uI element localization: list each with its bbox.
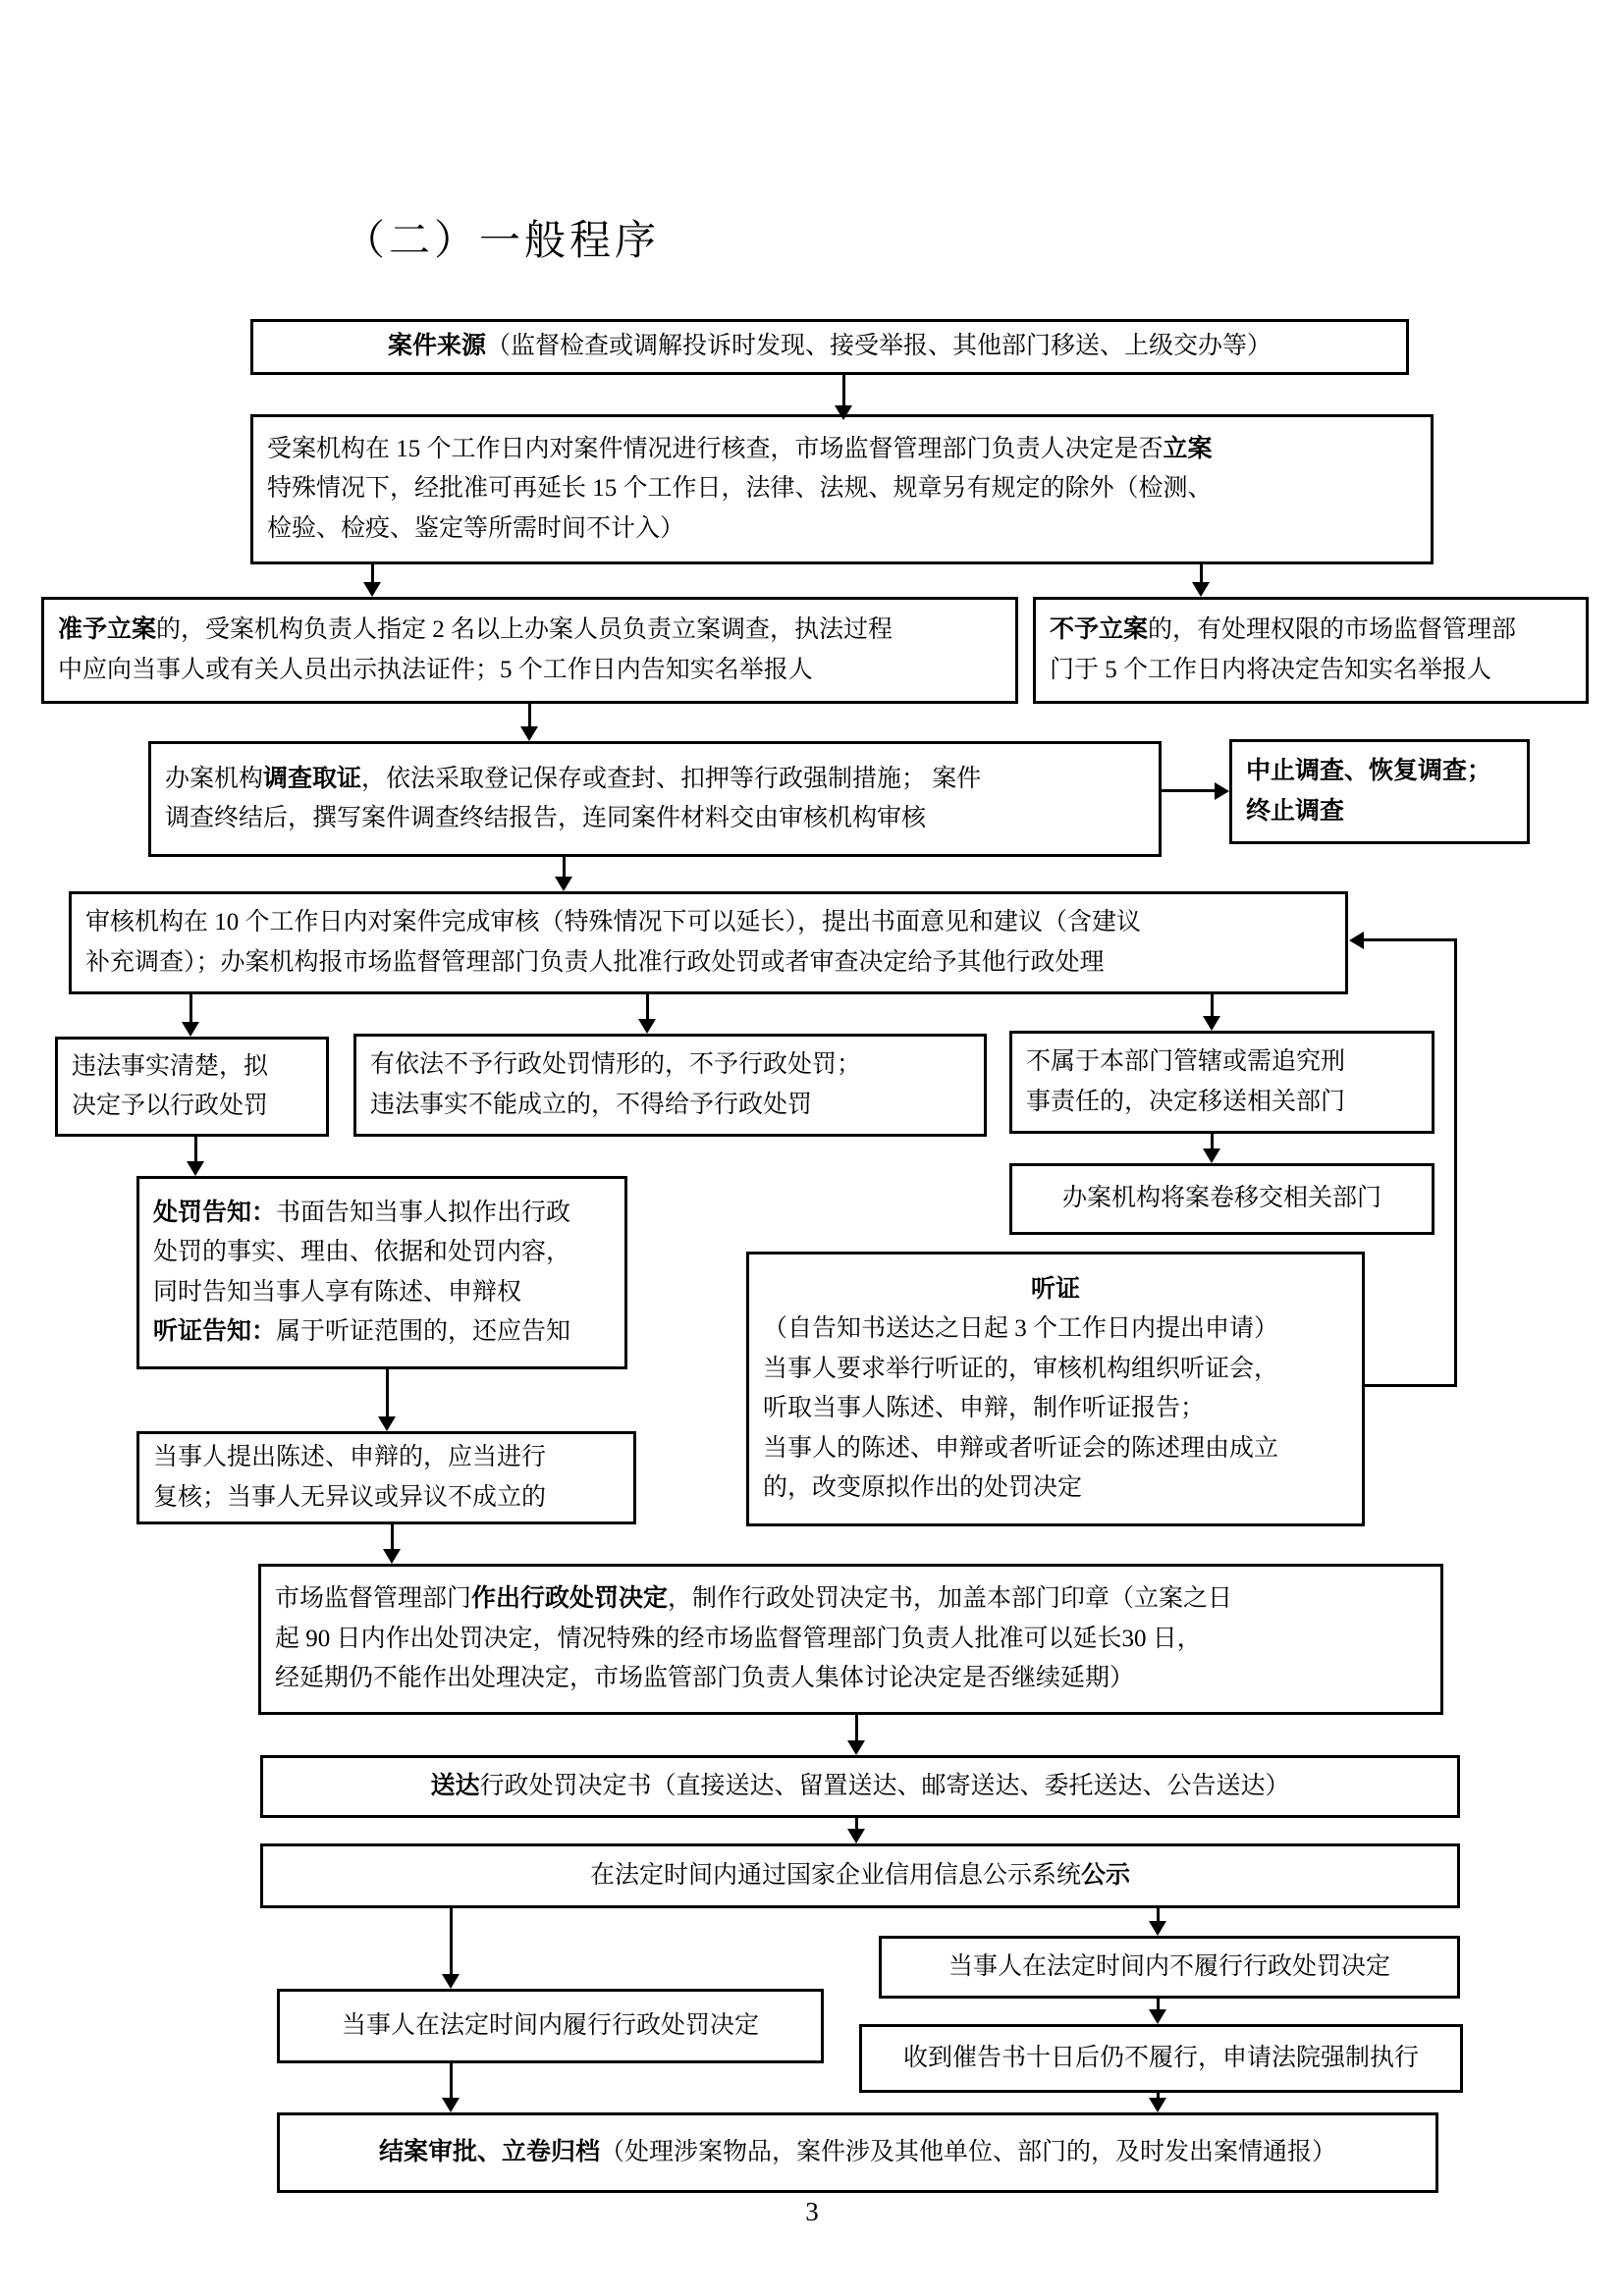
connector-decision-to-delivery [855,1715,858,1740]
arrowhead-check-to-file [363,582,381,597]
box-close-case: 结案审批、立卷归档（处理涉案物品，案件涉及其他单位、部门的，及时发出案情通报） [277,2112,1438,2193]
arrowhead-clearfacts-to-notice [187,1161,204,1176]
arrowhead-statement-to-decision [383,1549,401,1564]
arrowhead-review-to-nopenalty [638,1019,656,1034]
box-clear-facts: 违法事实清楚，拟 决定予以行政处罚 [55,1037,329,1137]
arrowhead-publicity-to-perform [442,1974,460,1989]
connector-review-to-transfer [1211,994,1214,1016]
arrowhead-review-to-transfer [1203,1016,1220,1031]
connector-publicity-to-notperform [1157,1908,1160,1921]
arrowhead-investigation-to-suspend [1215,782,1229,800]
connector-hearing-loop-top [1364,938,1457,941]
box-no-penalty: 有依法不予行政处罚情形的，不予行政处罚； 违法事实不能成立的，不得给予行政处罚 [353,1034,987,1137]
box-delivery: 送达行政处罚决定书（直接送达、留置送达、邮寄送达、委托送达、公告送达） [260,1755,1460,1818]
connector-publicity-to-perform [450,1908,453,1974]
hearing-title: 听证 [1030,1275,1080,1303]
page-title: （二）一般程序 [344,219,661,264]
box-case-check: 受案机构在 15 个工作日内对案件情况进行核查，市场监督管理部门负责人决定是否立案 特殊情况下，经批准可再延长 15 个工作日，法律、法规、规章另有规定的除外（检测、 检验、检疫、鉴定等所需时间不计入） [250,414,1434,564]
box-transfer-files: 办案机构将案卷移交相关部门 [1009,1163,1435,1235]
box-not-perform: 当事人在法定时间内不履行行政处罚决定 [879,1936,1460,1999]
connector-notice-to-statement [386,1369,389,1416]
connector-check-to-nofile [1200,564,1203,582]
box-statement-review: 当事人提出陈述、申辩的，应当进行 复核；当事人无异议或异议不成立的 [136,1431,636,1524]
connector-delivery-to-publicity [855,1818,858,1829]
box-case-source: 案件来源（监督检查或调解投诉时发现、接受举报、其他部门移送、上级交办等） [250,319,1409,375]
connector-perform-to-close [450,2063,453,2098]
connector-check-to-file [371,564,374,582]
arrowhead-source-to-check [835,405,852,420]
arrowhead-review-to-clearfacts [182,1022,199,1037]
arrowhead-decision-to-delivery [847,1740,865,1755]
box-investigation: 办案机构调查取证，依法采取登记保存或查封、扣押等行政强制措施； 案件 调查终结后，撰写案件调查终结报告，连同案件材料交由审核机构审核 [148,741,1162,857]
connector-investigation-to-review [563,857,566,877]
connector-hearing-loop-bottom [1365,1384,1457,1387]
connector-source-to-check [842,375,845,405]
arrowhead-perform-to-close [442,2098,460,2112]
connector-clearfacts-to-notice [194,1137,197,1161]
connector-review-to-clearfacts [189,994,192,1022]
arrowhead-notice-to-statement [378,1416,396,1431]
box-file-case: 准予立案的，受案机构负责人指定 2 名以上办案人员负责立案调查，执法过程 中应向当事人或有关人员出示执法证件；5 个工作日内告知实名举报人 [41,597,1018,704]
box-penalty-decision: 市场监督管理部门作出行政处罚决定，制作行政处罚决定书，加盖本部门印章（立案之日 起 90 日内作出处罚决定，情况特殊的经市场监督管理部门负责人批准可以延长30 日， 经延期仍不能作出处理决定，市场监管部门负责人集体讨论决定是否继续延期） [258,1564,1443,1715]
connector-investigation-to-suspend [1162,789,1215,792]
arrowhead-delivery-to-publicity [847,1829,865,1843]
arrowhead-investigation-to-review [555,877,572,891]
box-suspend-investigation: 中止调查、恢复调查； 终止调查 [1229,739,1530,844]
connector-notperform-to-enforce [1157,1999,1160,2009]
connector-transfer-to-files [1211,1134,1214,1148]
hearing-body: （自告知书送达之日起 3 个工作日内提出申请） 当事人要求举行听证的，审核机构组织听证会， 听取当事人陈述、申辩，制作听证报告； 当事人的陈述、申辩或者听证会的陈述理由成立 的，改变原拟作出的处罚决定 [763,1315,1279,1501]
box-penalty-notice: 处罚告知：书面告知当事人拟作出行政 处罚的事实、理由、依据和处罚内容， 同时告知当事人享有陈述、申辩权 听证告知：属于听证范围的，还应告知 [136,1176,627,1369]
box-enforce: 收到催告书十日后仍不履行，申请法院强制执行 [859,2024,1463,2093]
connector-hearing-loop-vertical [1454,938,1457,1387]
box-transfer: 不属于本部门管辖或需追究刑 事责任的，决定移送相关部门 [1009,1031,1435,1134]
connector-statement-to-decision [391,1524,394,1549]
page-number: 3 [805,2197,819,2226]
connector-file-to-investigation [528,704,531,726]
arrowhead-publicity-to-notperform [1149,1921,1166,1936]
arrowhead-file-to-investigation [520,726,538,741]
arrowhead-notperform-to-enforce [1149,2009,1166,2024]
arrowhead-transfer-to-files [1203,1148,1220,1163]
box-publicity: 在法定时间内通过国家企业信用信息公示系统公示 [260,1843,1460,1908]
arrowhead-hearing-loop-to-review [1349,932,1364,949]
box-hearing [746,1252,1365,1526]
connector-review-to-nopenalty [646,994,649,1019]
box-no-file-case: 不予立案的，有处理权限的市场监督管理部 门于 5 个工作日内将决定告知实名举报人 [1033,597,1589,704]
box-review: 审核机构在 10 个工作日内对案件完成审核（特殊情况下可以延长），提出书面意见和建议（含建议 补充调查）；办案机构报市场监督管理部门负责人批准行政处罚或者审查决定给予其他行政处理 [69,891,1348,994]
arrowhead-check-to-nofile [1192,582,1210,597]
box-perform: 当事人在法定时间内履行行政处罚决定 [277,1989,824,2063]
arrowhead-enforce-to-close [1149,2098,1166,2112]
